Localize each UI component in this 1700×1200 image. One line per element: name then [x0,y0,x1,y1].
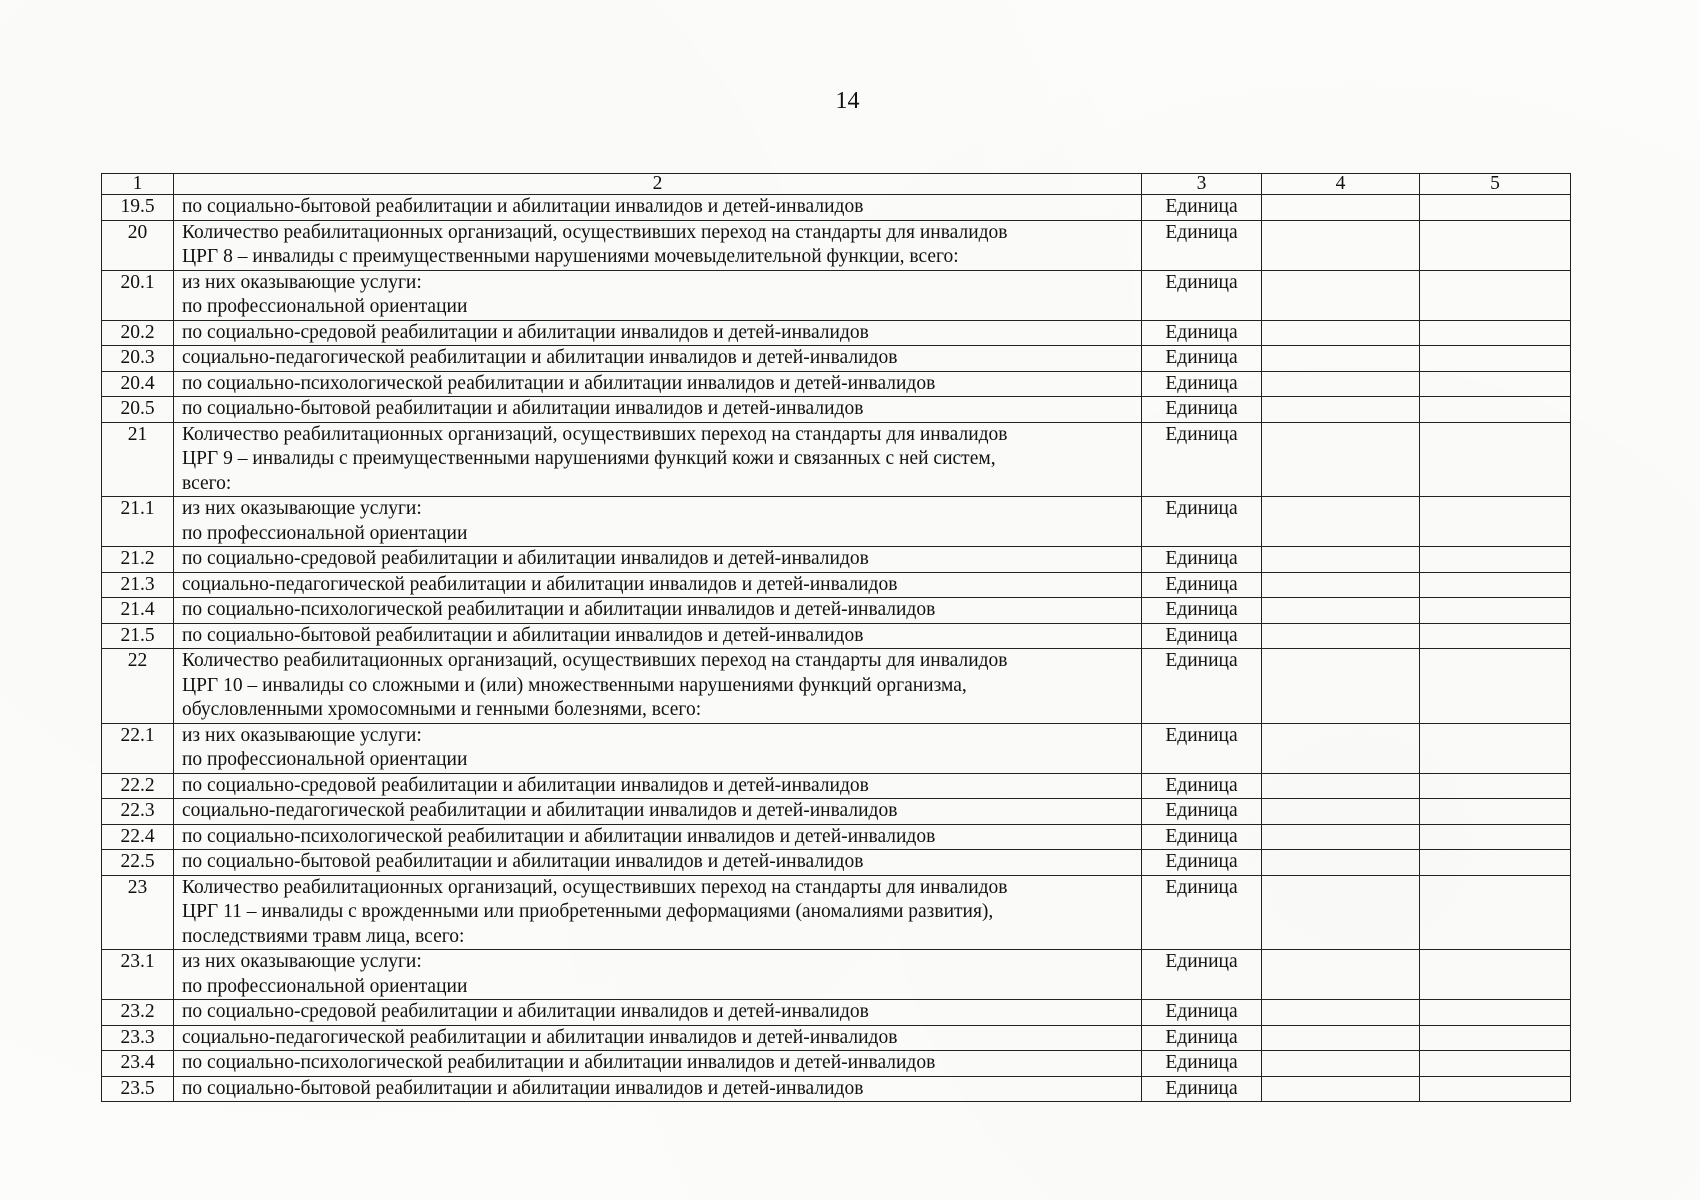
header-col-4: 4 [1262,174,1420,195]
table-row [102,346,1571,372]
row-description-cell: из них оказывающие услуги: по профессиональной ориентации [174,723,1142,773]
row-value-col4-cell [1262,950,1420,1000]
row-number-cell: 20.2 [102,320,174,346]
row-value-col4-cell [1262,1000,1420,1026]
row-description-cell: по социально-средовой реабилитации и абилитации инвалидов и детей-инвалидов [174,547,1142,573]
table-row [102,824,1571,850]
row-description-cell: по социально-средовой реабилитации и абилитации инвалидов и детей-инвалидов [174,320,1142,346]
row-value-col5-cell [1420,723,1571,773]
row-number-cell: 20.4 [102,371,174,397]
row-description-cell: по социально-бытовой реабилитации и абилитации инвалидов и детей-инвалидов [174,623,1142,649]
row-number-cell: 20 [102,220,174,270]
row-value-col4-cell [1262,346,1420,372]
row-unit-cell: Единица [1142,547,1262,573]
row-value-col5-cell [1420,422,1571,497]
row-unit-cell: Единица [1142,220,1262,270]
row-description-cell: из них оказывающие услуги: по профессиональной ориентации [174,950,1142,1000]
row-description-cell: по социально-бытовой реабилитации и абилитации инвалидов и детей-инвалидов [174,1076,1142,1102]
row-value-col5-cell [1420,598,1571,624]
row-number-cell: 22.2 [102,773,174,799]
table-row [102,723,1571,773]
row-number-cell: 22.5 [102,850,174,876]
row-value-col4-cell [1262,623,1420,649]
row-value-col5-cell [1420,1025,1571,1051]
row-description-cell: по социально-средовой реабилитации и абилитации инвалидов и детей-инвалидов [174,1000,1142,1026]
row-value-col5-cell [1420,320,1571,346]
table-row [102,850,1571,876]
row-unit-cell: Единица [1142,1076,1262,1102]
row-description-cell: из них оказывающие услуги: по профессиональной ориентации [174,497,1142,547]
table-row [102,598,1571,624]
table-row [102,1076,1571,1102]
row-unit-cell: Единица [1142,875,1262,950]
table-row [102,397,1571,423]
row-unit-cell: Единица [1142,195,1262,221]
row-description-cell: социально-педагогической реабилитации и абилитации инвалидов и детей-инвалидов [174,346,1142,372]
table-body [102,195,1571,1102]
row-number-cell: 23.5 [102,1076,174,1102]
row-value-col4-cell [1262,649,1420,724]
header-col-2: 2 [174,174,1142,195]
indicator-table [101,173,1571,1102]
row-value-col5-cell [1420,220,1571,270]
row-unit-cell: Единица [1142,572,1262,598]
row-description-cell: по социально-психологической реабилитации и абилитации инвалидов и детей-инвалидов [174,824,1142,850]
table-row [102,799,1571,825]
table-row [102,875,1571,950]
row-value-col5-cell [1420,875,1571,950]
table-row [102,572,1571,598]
row-number-cell: 21.2 [102,547,174,573]
row-unit-cell: Единица [1142,649,1262,724]
row-unit-cell: Единица [1142,346,1262,372]
row-value-col5-cell [1420,649,1571,724]
row-number-cell: 19.5 [102,195,174,221]
row-value-col4-cell [1262,824,1420,850]
row-number-cell: 22.3 [102,799,174,825]
row-unit-cell: Единица [1142,623,1262,649]
row-unit-cell: Единица [1142,422,1262,497]
table-row [102,1051,1571,1077]
row-value-col5-cell [1420,950,1571,1000]
row-description-cell: Количество реабилитационных организаций, осуществивших переход на стандарты для инвалидов ЦРГ 9 – инвалиды с преимущественными нарушениями функций кожи и связанных с ней систем, всего: [174,422,1142,497]
table-row [102,649,1571,724]
header-col-1: 1 [102,174,174,195]
row-value-col4-cell [1262,723,1420,773]
row-number-cell: 23.4 [102,1051,174,1077]
row-value-col4-cell [1262,773,1420,799]
row-value-col4-cell [1262,497,1420,547]
row-value-col5-cell [1420,850,1571,876]
row-unit-cell: Единица [1142,270,1262,320]
row-unit-cell: Единица [1142,320,1262,346]
row-number-cell: 20.3 [102,346,174,372]
page-number: 14 [835,88,860,114]
row-description-cell: Количество реабилитационных организаций, осуществивших переход на стандарты для инвалидов ЦРГ 10 – инвалиды со сложными и (или) множественными нарушениями функций организма, обусловленными хромосомными и генными болезнями, всего: [174,649,1142,724]
table-header-row [102,174,1571,195]
row-description-cell: Количество реабилитационных организаций, осуществивших переход на стандарты для инвалидов ЦРГ 8 – инвалиды с преимущественными нарушениями мочевыделительной функции, всего: [174,220,1142,270]
row-unit-cell: Единица [1142,371,1262,397]
row-unit-cell: Единица [1142,850,1262,876]
row-value-col5-cell [1420,1051,1571,1077]
row-unit-cell: Единица [1142,397,1262,423]
row-number-cell: 21 [102,422,174,497]
table-row [102,773,1571,799]
row-number-cell: 23.2 [102,1000,174,1026]
row-unit-cell: Единица [1142,824,1262,850]
row-value-col5-cell [1420,346,1571,372]
row-value-col5-cell [1420,1000,1571,1026]
row-unit-cell: Единица [1142,799,1262,825]
row-value-col4-cell [1262,1051,1420,1077]
row-description-cell: по социально-бытовой реабилитации и абилитации инвалидов и детей-инвалидов [174,850,1142,876]
row-value-col4-cell [1262,320,1420,346]
row-description-cell: по социально-психологической реабилитации и абилитации инвалидов и детей-инвалидов [174,1051,1142,1077]
row-value-col5-cell [1420,547,1571,573]
row-value-col4-cell [1262,371,1420,397]
row-number-cell: 22 [102,649,174,724]
row-value-col5-cell [1420,824,1571,850]
row-value-col5-cell [1420,773,1571,799]
table-row [102,950,1571,1000]
header-col-3: 3 [1142,174,1262,195]
row-unit-cell: Единица [1142,497,1262,547]
row-value-col4-cell [1262,270,1420,320]
row-value-col5-cell [1420,497,1571,547]
row-value-col4-cell [1262,850,1420,876]
table-row [102,623,1571,649]
table-row [102,547,1571,573]
row-number-cell: 20.1 [102,270,174,320]
row-description-cell: из них оказывающие услуги: по профессиональной ориентации [174,270,1142,320]
table-row [102,320,1571,346]
row-description-cell: социально-педагогической реабилитации и абилитации инвалидов и детей-инвалидов [174,799,1142,825]
row-value-col5-cell [1420,623,1571,649]
row-value-col4-cell [1262,875,1420,950]
row-value-col4-cell [1262,547,1420,573]
row-description-cell: социально-педагогической реабилитации и абилитации инвалидов и детей-инвалидов [174,572,1142,598]
table-row [102,497,1571,547]
row-unit-cell: Единица [1142,1051,1262,1077]
row-value-col5-cell [1420,1076,1571,1102]
row-value-col4-cell [1262,572,1420,598]
row-value-col4-cell [1262,799,1420,825]
row-description-cell: по социально-средовой реабилитации и абилитации инвалидов и детей-инвалидов [174,773,1142,799]
row-number-cell: 22.1 [102,723,174,773]
row-number-cell: 21.1 [102,497,174,547]
row-description-cell: Количество реабилитационных организаций, осуществивших переход на стандарты для инвалидов ЦРГ 11 – инвалиды с врожденными или приобретенными деформациями (аномалиями развития), последствиями травм лица, всего: [174,875,1142,950]
row-value-col4-cell [1262,220,1420,270]
row-value-col5-cell [1420,572,1571,598]
table-row [102,371,1571,397]
row-value-col5-cell [1420,195,1571,221]
row-unit-cell: Единица [1142,598,1262,624]
table-row [102,270,1571,320]
row-value-col4-cell [1262,397,1420,423]
row-unit-cell: Единица [1142,773,1262,799]
table-row [102,1025,1571,1051]
row-unit-cell: Единица [1142,723,1262,773]
row-number-cell: 20.5 [102,397,174,423]
row-number-cell: 22.4 [102,824,174,850]
row-value-col5-cell [1420,799,1571,825]
row-description-cell: по социально-психологической реабилитации и абилитации инвалидов и детей-инвалидов [174,598,1142,624]
row-value-col5-cell [1420,270,1571,320]
header-col-5: 5 [1420,174,1571,195]
row-value-col5-cell [1420,371,1571,397]
row-value-col4-cell [1262,598,1420,624]
row-number-cell: 21.3 [102,572,174,598]
row-value-col4-cell [1262,422,1420,497]
row-number-cell: 21.5 [102,623,174,649]
table-row [102,220,1571,270]
row-value-col5-cell [1420,397,1571,423]
row-number-cell: 23.3 [102,1025,174,1051]
table-row [102,1000,1571,1026]
row-description-cell: по социально-бытовой реабилитации и абилитации инвалидов и детей-инвалидов [174,195,1142,221]
row-value-col4-cell [1262,1076,1420,1102]
row-number-cell: 21.4 [102,598,174,624]
row-description-cell: по социально-бытовой реабилитации и абилитации инвалидов и детей-инвалидов [174,397,1142,423]
row-unit-cell: Единица [1142,950,1262,1000]
table-row [102,422,1571,497]
row-number-cell: 23 [102,875,174,950]
row-unit-cell: Единица [1142,1025,1262,1051]
row-unit-cell: Единица [1142,1000,1262,1026]
row-value-col4-cell [1262,195,1420,221]
table-row [102,195,1571,221]
row-value-col4-cell [1262,1025,1420,1051]
row-number-cell: 23.1 [102,950,174,1000]
row-description-cell: социально-педагогической реабилитации и абилитации инвалидов и детей-инвалидов [174,1025,1142,1051]
row-description-cell: по социально-психологической реабилитации и абилитации инвалидов и детей-инвалидов [174,371,1142,397]
